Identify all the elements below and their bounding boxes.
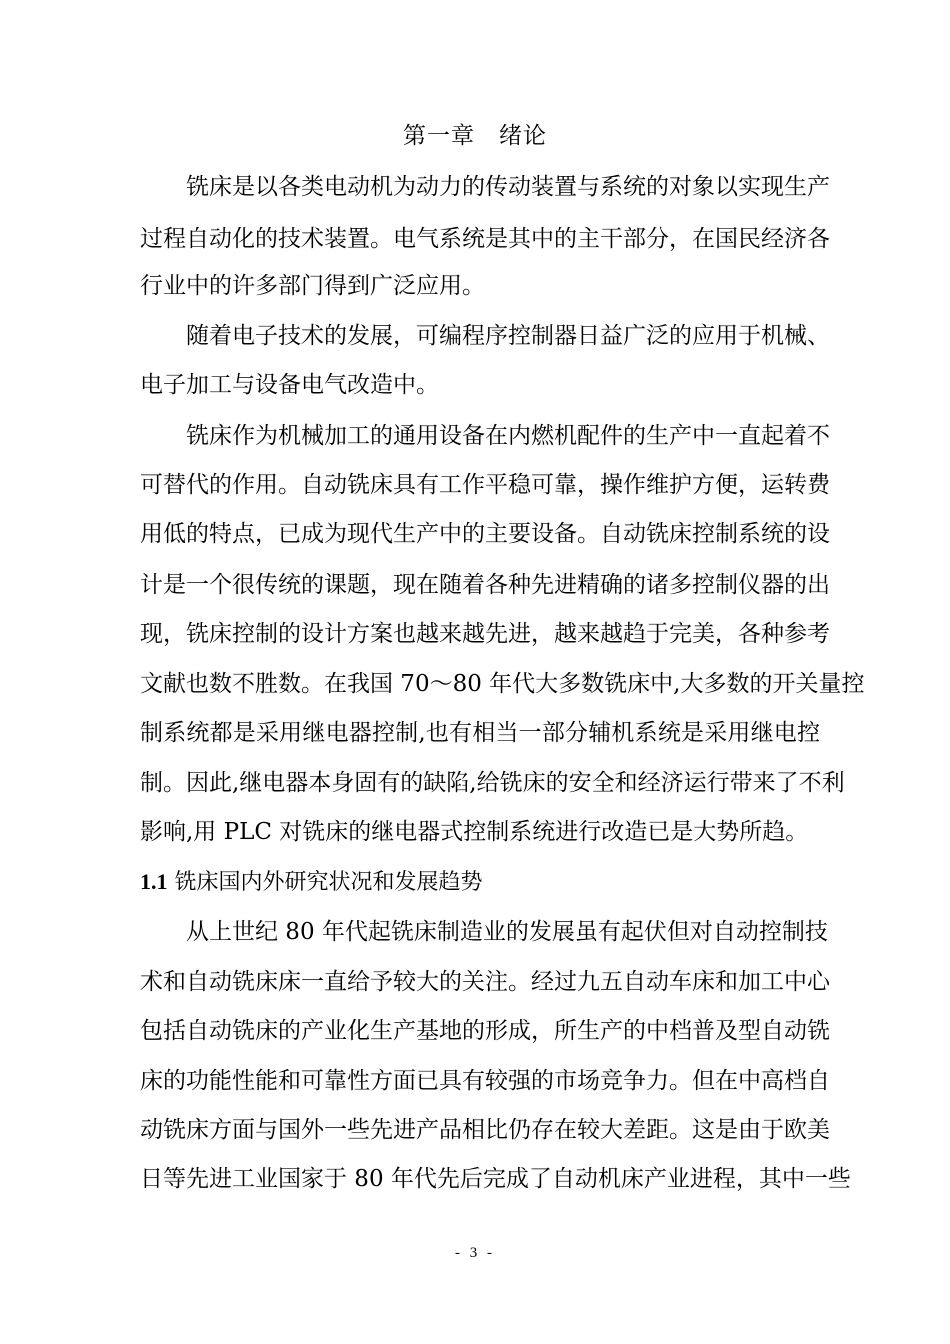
paragraph-1-line-2: 过程自动化的技术装置。电气系统是其中的主干部分，在国民经济各 (140, 226, 830, 252)
paragraph-3-line-3: 用低的特点，已成为现代生产中的主要设备。自动铣床控制系统的设 (140, 521, 830, 547)
paragraph-1-line-1: 铣床是以各类电动机为动力的传动装置与系统的对象以实现生产 (186, 174, 830, 200)
section-number: 1.1 (140, 869, 168, 894)
paragraph-3-line-8: 制。因此,继电器本身固有的缺陷,给铣床的安全和经济运行带来了不利 (140, 770, 845, 796)
section-title: 铣床国内外研究状况和发展趋势 (174, 870, 483, 895)
paragraph-4-line-2: 术和自动铣床床一直给予较大的关注。经过九五自动车床和加工中心 (140, 969, 830, 995)
page-number: - 3 - (455, 1245, 495, 1261)
paragraph-3-line-6: 文献也数不胜数。在我国 70～80 年代大多数铣床中,大多数的开关量控 (140, 671, 865, 697)
paragraph-2-line-1: 随着电子技术的发展，可编程序控制器日益广泛的应用于机械、 (186, 323, 830, 349)
paragraph-4-line-3: 包括自动铣床的产业化生产基地的形成，所生产的中档普及型自动铣 (140, 1018, 830, 1044)
paragraph-3-line-5: 现，铣床控制的设计方案也越来越先进，越来越趋于完美，各种参考 (140, 621, 830, 647)
paragraph-4-line-6: 日等先进工业国家于 80 年代先后完成了自动机床产业进程，其中一些 (140, 1166, 851, 1192)
paragraph-3-line-4: 计是一个很传统的课题，现在随着各种先进精确的诸多控制仪器的出 (140, 572, 830, 598)
paragraph-1-line-3: 行业中的许多部门得到广泛应用。 (140, 273, 485, 299)
paragraph-4-line-4: 床的功能性能和可靠性方面已具有较强的市场竞争力。但在中高档自 (140, 1068, 830, 1094)
paragraph-3-line-2: 可替代的作用。自动铣床具有工作平稳可靠，操作维护方便，运转费 (140, 472, 830, 498)
paragraph-4-line-5: 动铣床方面与国外一些先进产品相比仍存在较大差距。这是由于欧美 (140, 1117, 830, 1143)
paragraph-3-line-9: 影响,用 PLC 对铣床的继电器式控制系统进行改造已是大势所趋。 (140, 819, 809, 845)
paragraph-2-line-2: 电子加工与设备电气改造中。 (140, 372, 439, 398)
paragraph-3-line-1: 铣床作为机械加工的通用设备在内燃机配件的生产中一直起着不 (186, 423, 830, 449)
paragraph-4-line-1: 从上世纪 80 年代起铣床制造业的发展虽有起伏但对自动控制技 (186, 919, 828, 945)
paragraph-3-line-7: 制系统都是采用继电器控制,也有相当一部分辅机系统是采用继电控 (140, 720, 820, 746)
section-heading (140, 864, 483, 901)
chapter-title: 第一章 绪论 (403, 123, 547, 149)
